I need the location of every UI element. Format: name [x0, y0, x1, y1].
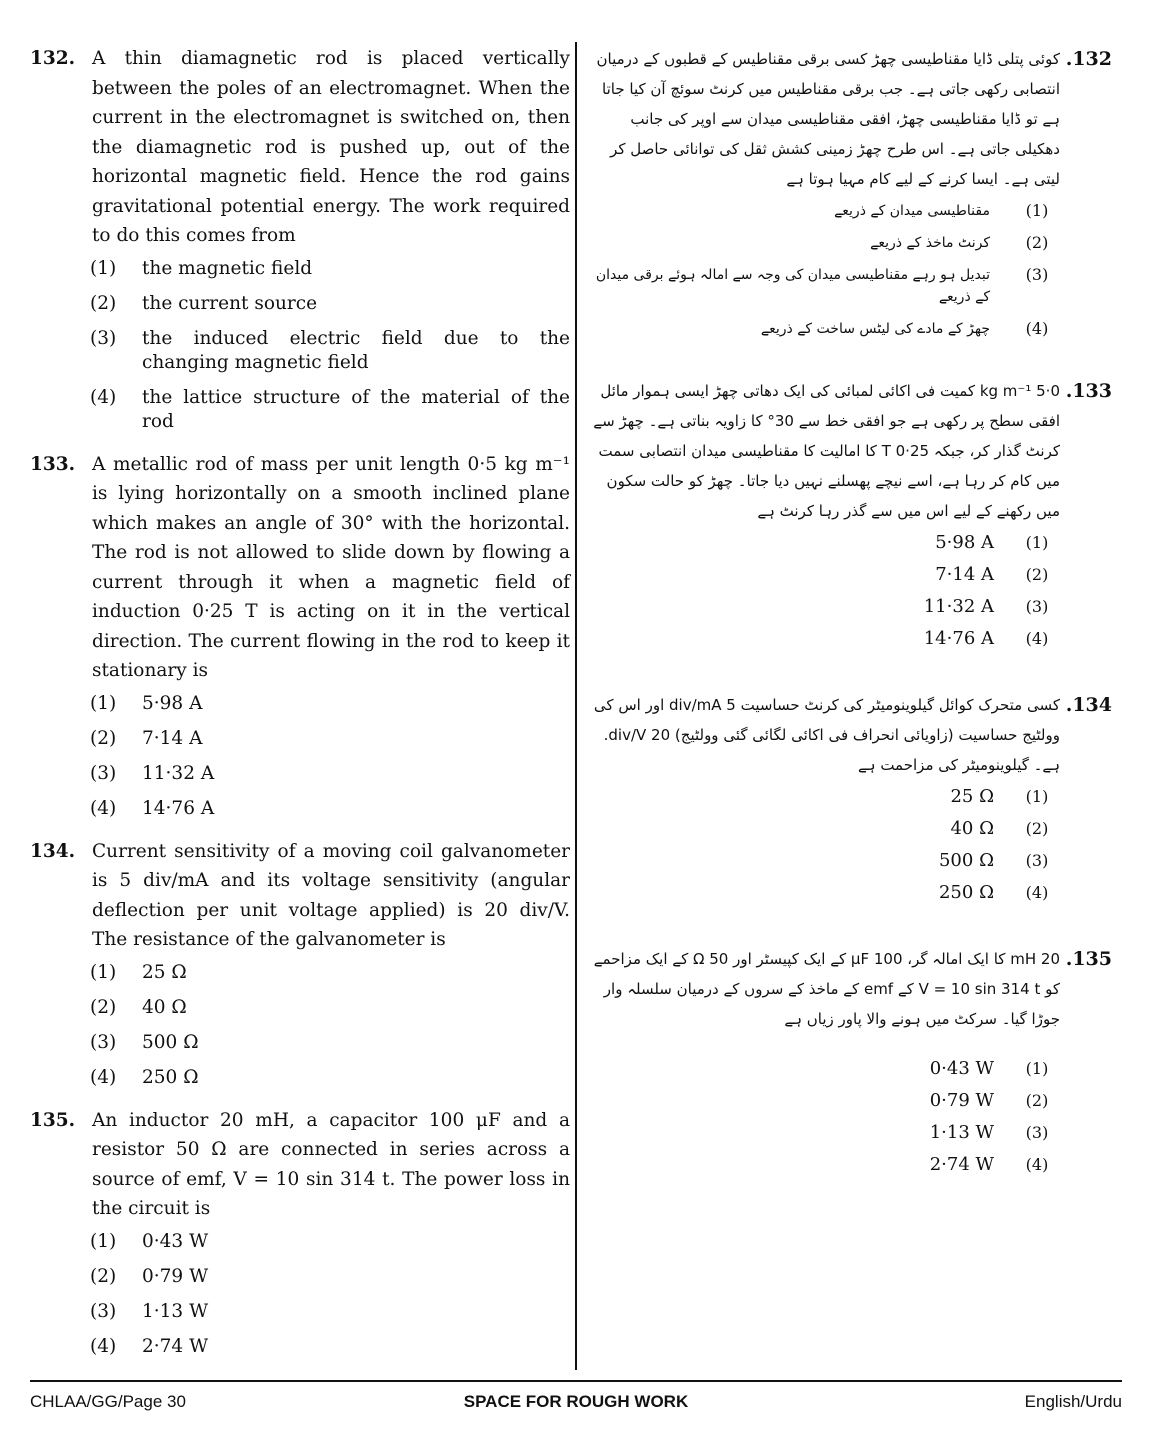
option-text: 2·74 W: [142, 1335, 209, 1357]
option-text: 14·76 A: [923, 628, 994, 649]
page-code: CHLAA/GG/Page 30: [30, 1392, 186, 1411]
option-number: (3): [1025, 265, 1049, 284]
question-133: [30, 450, 570, 821]
option-list: [90, 961, 570, 1090]
option-text: 40 Ω: [142, 996, 187, 1018]
option-number: (3): [90, 762, 117, 784]
option-text: 0·79 W: [929, 1090, 994, 1111]
question-text: کوئی پتلی ڈایا مقناطیسی چھڑ کسی برقی مقناطیس کے قطبوں کے درمیان انتصابی رکھی جاتی ہے۔ جب برقی مقناطیس میں کرنٹ سوئچ آن کیا جاتا ہے تو ڈایا مقناطیسی چھڑ، افقی مقناطیسی میدان سے اوپر کی جانب دھکیلی جاتی ہے۔ اس طرح چھڑ زمینی کشش ثقل کی توانائی حاصل کر لیتی ہے۔ ایسا کرنے کے لیے کام مہیا ہوتا ہے: [596, 50, 1060, 188]
option-3: [590, 850, 1060, 872]
urdu-column: [590, 44, 1130, 1200]
option-number: (3): [1025, 851, 1049, 870]
option-2: [90, 727, 570, 751]
option-text: 5·98 A: [142, 692, 203, 714]
option-number: (4): [90, 1066, 117, 1088]
option-number: (2): [90, 1265, 117, 1287]
question-text: An inductor 20 mH, a capacitor 100 μF and a resistor 50 Ω are connected in series across a source of emf, V = 10 sin 314 t. The power loss in the circuit is: [92, 1109, 570, 1219]
option-number: (4): [1025, 629, 1049, 648]
option-2: [590, 818, 1060, 840]
option-text: 0·79 W: [142, 1265, 209, 1287]
option-3: [90, 762, 570, 786]
option-number: (2): [90, 996, 117, 1018]
page-footer: [30, 1390, 1122, 1414]
option-number: (1): [1025, 201, 1049, 220]
question-text: Current sensitivity of a moving coil galvanometer is 5 div/mA and its voltage sensitivity (angular deflection per unit voltage applied) is 20 div/V. The resistance of the galvanometer is: [92, 840, 570, 950]
option-text: 7·14 A: [935, 564, 994, 585]
option-number: (3): [90, 1031, 117, 1053]
option-text: 0·43 W: [929, 1058, 994, 1079]
footer-rule: [30, 1380, 1122, 1382]
option-4: [90, 1066, 570, 1090]
question-number: 133.: [30, 453, 76, 475]
question-text: 20 mH کا ایک امالہ گر، 100 μF کے ایک کپیسٹر اور 50 Ω کے ایک مزاحمے کو V = 10 sin 314 t کے emf کے ماخذ کے سروں کے درمیان سلسلہ وار جوڑا گیا۔ سرکٹ میں ہونے والا پاور زیاں ہے: [593, 950, 1060, 1028]
option-1: [590, 200, 1060, 222]
option-number: (4): [90, 1335, 117, 1357]
question-number: .135: [1065, 948, 1112, 970]
option-text: 40 Ω: [950, 818, 994, 839]
option-1: [90, 257, 570, 281]
option-2: [90, 996, 570, 1020]
question-134: [30, 837, 570, 1090]
option-number: (4): [1025, 1155, 1049, 1174]
option-2: [90, 1265, 570, 1289]
option-number: (4): [90, 386, 117, 408]
option-number: (2): [1025, 565, 1049, 584]
question-number: .132: [1065, 48, 1112, 70]
option-1: [90, 961, 570, 985]
option-list: [590, 1058, 1060, 1176]
option-text: 5·98 A: [935, 532, 994, 553]
option-1: [90, 1230, 570, 1254]
option-text: 25 Ω: [142, 961, 187, 983]
option-text: 7·14 A: [142, 727, 203, 749]
option-text: کرنٹ ماخذ کے ذریعے: [870, 235, 990, 251]
option-number: (2): [1025, 1091, 1049, 1110]
option-text: چھڑ کے مادے کی لیٹس ساخت کے ذریعے: [760, 321, 990, 337]
option-number: (4): [1025, 319, 1049, 338]
option-text: the lattice structure of the material of the rod: [142, 386, 570, 432]
option-list: [90, 1230, 570, 1359]
option-number: (1): [90, 692, 117, 714]
option-number: (1): [90, 257, 117, 279]
option-1: [590, 1058, 1060, 1080]
option-list: [590, 786, 1060, 904]
option-number: (1): [90, 1230, 117, 1252]
urdu-question-132: [590, 44, 1130, 340]
option-number: (3): [90, 327, 117, 349]
option-text: 250 Ω: [142, 1066, 199, 1088]
option-text: 1·13 W: [929, 1122, 994, 1143]
option-text: 11·32 A: [142, 762, 215, 784]
option-number: (3): [90, 1300, 117, 1322]
option-text: 11·32 A: [923, 596, 994, 617]
option-number: (2): [90, 292, 117, 314]
option-4: [590, 882, 1060, 904]
option-number: (3): [1025, 597, 1049, 616]
option-text: 25 Ω: [950, 786, 994, 807]
option-2: [590, 564, 1060, 586]
option-text: 500 Ω: [938, 850, 994, 871]
option-4: [90, 386, 570, 434]
rough-work-label: SPACE FOR ROUGH WORK: [463, 1392, 689, 1411]
question-number: .134: [1065, 694, 1112, 716]
option-text: 2·74 W: [929, 1154, 994, 1175]
option-list: [90, 692, 570, 821]
question-number: 132.: [30, 48, 76, 69]
option-number: (1): [1025, 533, 1049, 552]
question-135: [30, 1106, 570, 1359]
option-number: (2): [90, 727, 117, 749]
option-2: [90, 292, 570, 316]
question-text: A thin diamagnetic rod is placed vertically between the poles of an electromagnet. When the current in the electromagnet is switched on, then the diamagnetic rod is pushed up, out of the horizontal magnetic field. Hence the rod gains gravitational potential energy. The work required to do this comes from: [92, 48, 570, 246]
option-text: the magnetic field: [142, 257, 313, 279]
option-1: [590, 786, 1060, 808]
option-text: 250 Ω: [938, 882, 994, 903]
option-2: [590, 1090, 1060, 1112]
option-text: 0·43 W: [142, 1230, 209, 1252]
option-2: [590, 232, 1060, 254]
option-4: [590, 1154, 1060, 1176]
option-4: [90, 797, 570, 821]
option-4: [90, 1335, 570, 1359]
question-text: A metallic rod of mass per unit length 0·5 kg m⁻¹ is lying horizontally on a smooth inclined plane which makes an angle of 30° with the horizontal. The rod is not allowed to slide down by flowing a current through it when a magnetic field of induction 0·25 T is acting on it in the vertical direction. The current flowing in the rod to keep it stationary is: [92, 453, 570, 681]
option-3: [590, 1122, 1060, 1144]
option-number: (2): [1025, 819, 1049, 838]
option-3: [90, 327, 570, 375]
question-number: .133: [1065, 380, 1112, 402]
option-text: 1·13 W: [142, 1300, 209, 1322]
urdu-question-134: [590, 690, 1130, 904]
urdu-question-133: [590, 376, 1130, 650]
option-text: 14·76 A: [142, 797, 215, 819]
question-number: 135.: [30, 1109, 76, 1131]
option-text: تبدیل ہو رہے مقناطیسی میدان کی وجہ سے امالہ ہوئے برقی میدان کے ذریعے: [595, 267, 990, 305]
option-1: [90, 692, 570, 716]
option-3: [90, 1300, 570, 1324]
option-text: مقناطیسی میدان کے ذریعے: [834, 203, 990, 219]
question-132: [30, 44, 570, 434]
option-3: [590, 596, 1060, 618]
option-number: (4): [90, 797, 117, 819]
option-number: (2): [1025, 233, 1049, 252]
option-text: 500 Ω: [142, 1031, 199, 1053]
question-text: 0·5 kg m⁻¹ کمیت فی اکائی لمبائی کی ایک دھاتی چھڑ ایسی ہموار مائل افقی سطح پر رکھی ہے جو افقی خط سے 30° کا زاویہ بناتی ہے۔ چھڑ سے کرنٹ گذار کر، جبکہ T 0·25 کا امالیت کا مقناطیسی میدان انتصابی سمت میں کام کر رہا ہے، اسے نیچے پھسلنے نہیں دیا جاتا۔ چھڑ کو حالت سکون میں رکھنے کے لیے اس میں سے گذر رہا کرنٹ ہے: [593, 382, 1060, 520]
column-divider: [575, 42, 577, 1370]
language-label: English/Urdu: [1024, 1392, 1122, 1411]
option-number: (1): [1025, 1059, 1049, 1078]
option-list: [90, 257, 570, 434]
option-number: (1): [1025, 787, 1049, 806]
option-text: the current source: [142, 292, 318, 314]
option-number: (4): [1025, 883, 1049, 902]
option-list: [590, 532, 1060, 650]
urdu-question-135: [590, 944, 1130, 1176]
option-number: (1): [90, 961, 117, 983]
option-3: [590, 264, 1060, 308]
option-3: [90, 1031, 570, 1055]
option-1: [590, 532, 1060, 554]
option-4: [590, 628, 1060, 650]
english-column: [30, 44, 570, 1375]
option-4: [590, 318, 1060, 340]
question-text: کسی متحرک کوائل گیلوینومیٹر کی کرنٹ حساسیت 5 div/mA اور اس کی وولٹیج حساسیت (زاویائی انحراف فی اکائی لگائی گئی وولٹیج) 20 div/V. ہے۔ گیلوینومیٹر کی مزاحمت ہے: [593, 696, 1060, 774]
option-list: [590, 200, 1060, 340]
option-number: (3): [1025, 1123, 1049, 1142]
option-text: the induced electric field due to the changing magnetic field: [142, 327, 570, 373]
question-number: 134.: [30, 840, 76, 862]
